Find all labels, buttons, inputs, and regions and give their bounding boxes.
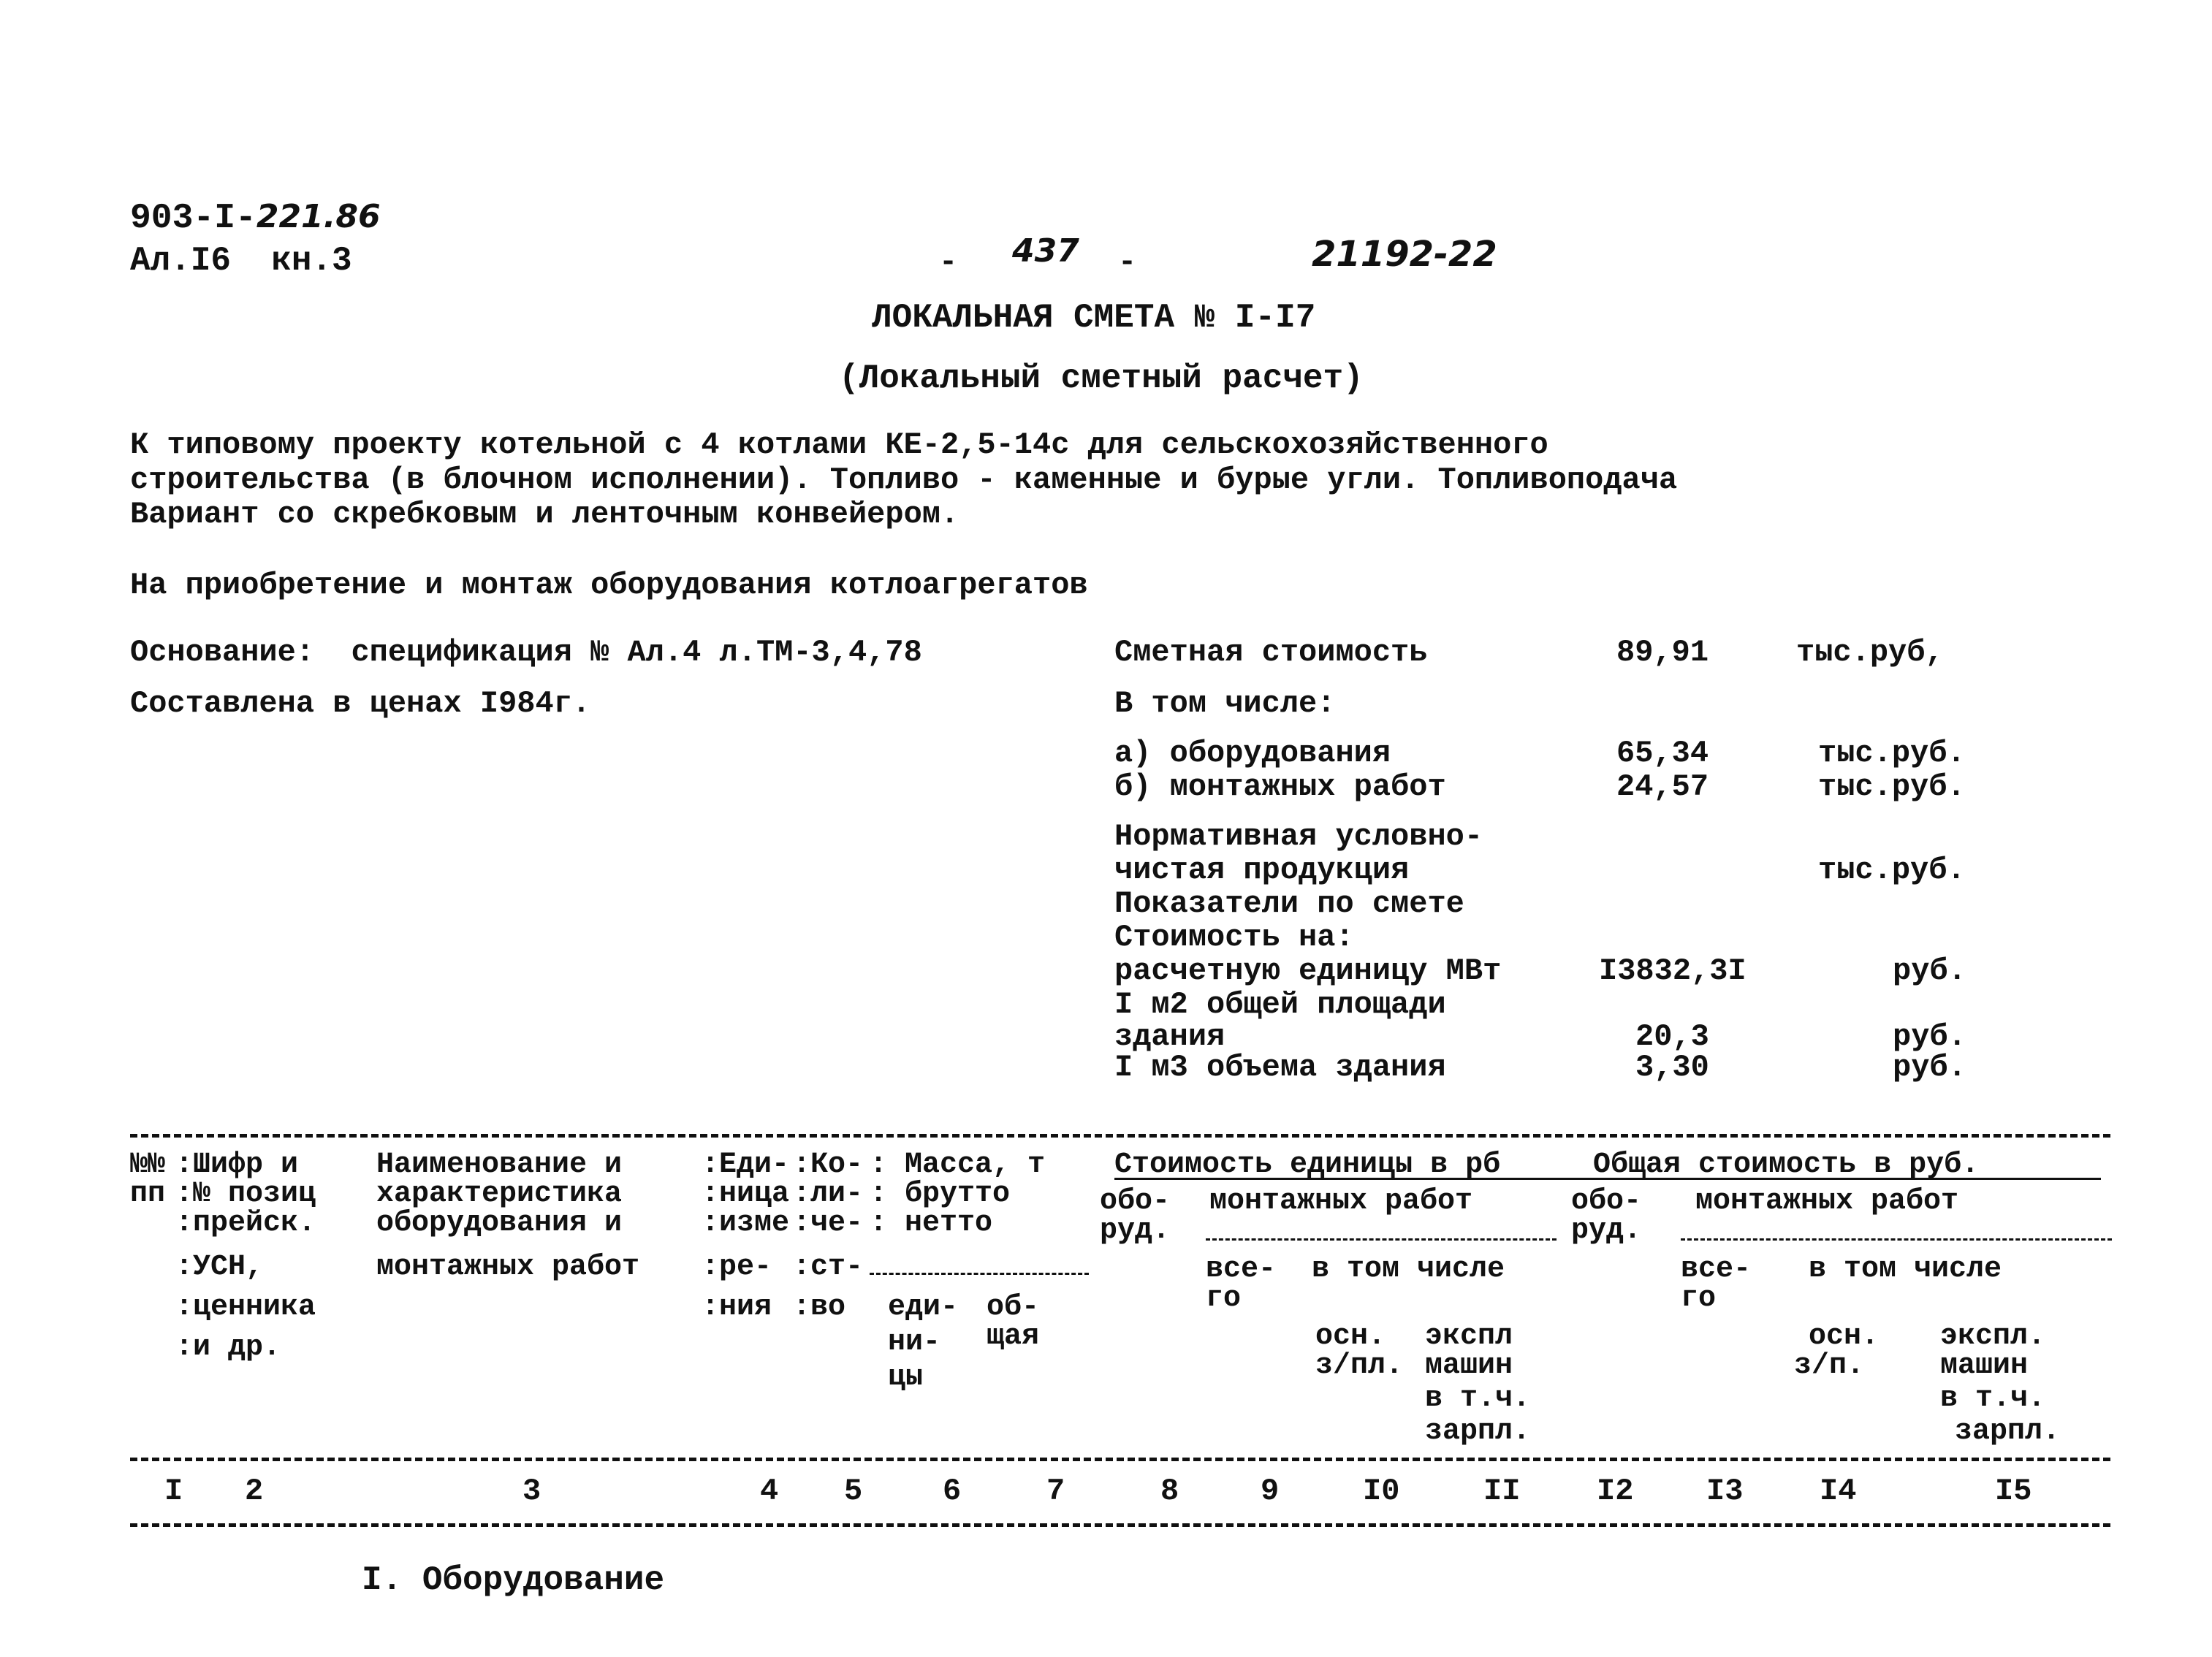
unit-cost-head: Стоимость единицы в рб: [1114, 1149, 1501, 1181]
col-5-line-3: :че-: [793, 1207, 864, 1240]
unit-osn-line-2: з/пл.: [1315, 1349, 1404, 1382]
col-3-line-2: характеристика: [376, 1178, 623, 1211]
per-mw-label: расчетную единицу МВт: [1114, 953, 1502, 989]
installation-cost-label: б) монтажных работ: [1114, 769, 1446, 804]
col-5-line-4: :ст-: [793, 1251, 864, 1284]
doc-code-handwritten: 221.86: [256, 198, 381, 235]
col-2-line-2: :№ позиц: [175, 1178, 316, 1211]
col-3-line-4: монтажных работ: [376, 1251, 640, 1284]
per-m2-unit: руб.: [1893, 1019, 1966, 1054]
unit-expl-line-1: экспл: [1425, 1320, 1513, 1353]
inventory-number: 21192-22: [1312, 234, 1497, 275]
per-mw-value: I3832,3I: [1599, 953, 1747, 989]
section-heading: I. Оборудование: [362, 1561, 665, 1599]
total-all-line-1: все-: [1681, 1253, 1752, 1286]
unit-equip-line-1: обо-: [1100, 1185, 1171, 1218]
description-line-1: К типовому проекту котельной с 4 котлами КЕ-2,5-14с для сельскохозяйственного: [130, 427, 1548, 462]
normative-product-label-2: чистая продукция: [1114, 853, 1410, 888]
col-4-line-2: :ница: [702, 1178, 790, 1211]
per-m2-value: 20,3: [1635, 1019, 1709, 1054]
col-4-line-5: :ния: [702, 1291, 772, 1324]
col-2-line-1: :Шифр и: [175, 1149, 299, 1181]
installation-cost-unit: тыс.руб.: [1818, 769, 1966, 804]
col-3-line-3: оборудования и: [376, 1207, 623, 1240]
total-equip-line-1: обо-: [1571, 1185, 1642, 1218]
cost-head-underline: [1114, 1178, 2101, 1180]
doc-title: ЛОКАЛЬНАЯ СМЕТА № I-I7: [872, 299, 1316, 337]
per-m2-label-2: здания: [1114, 1019, 1225, 1054]
total-osn-line-1: осн.: [1809, 1320, 1880, 1353]
col-6-line-1: еди-: [888, 1291, 959, 1324]
unit-all-line-2: го: [1206, 1282, 1242, 1315]
total-expl-line-1: экспл.: [1940, 1320, 2046, 1353]
unit-expl-line-2: машин: [1425, 1349, 1513, 1382]
total-osn-line-2: з/п.: [1794, 1349, 1865, 1382]
total-expl-line-2: машин: [1940, 1349, 2029, 1382]
col-3-line-1: Наименование и: [376, 1149, 623, 1181]
col-4-line-1: :Еди-: [702, 1149, 790, 1181]
col-number-14: I4: [1820, 1474, 1857, 1509]
col-number-7: 7: [1046, 1474, 1065, 1509]
basis: Основание: спецификация № Ал.4 л.ТМ-3,4,78: [130, 635, 922, 670]
normative-product-unit: тыс.руб.: [1818, 853, 1966, 888]
total-mont-head: монтажных работ: [1695, 1185, 1959, 1218]
equipment-cost-label: а) оборудования: [1114, 736, 1391, 771]
mass-head-line-1: : Масса, т: [870, 1149, 1046, 1181]
col-number-1: I: [164, 1474, 183, 1509]
unit-incl-head: в том числе: [1312, 1253, 1505, 1286]
album-ref: Ал.I6 кн.3: [130, 242, 352, 280]
unit-mont-head: монтажных работ: [1209, 1185, 1473, 1218]
col-number-15: I5: [1995, 1474, 2032, 1509]
col-7-line-2: щая: [987, 1320, 1040, 1353]
page-number: 437: [1012, 232, 1079, 270]
equipment-cost-unit: тыс.руб.: [1818, 736, 1966, 771]
col-number-12: I2: [1597, 1474, 1634, 1509]
col-number-10: I0: [1363, 1474, 1400, 1509]
col-number-2: 2: [245, 1474, 264, 1509]
description-line-3: Вариант со скребковым и ленточным конвейером.: [130, 497, 959, 532]
numbers-bottom-rule: [130, 1523, 2110, 1527]
col-2-line-5: :ценника: [175, 1291, 316, 1324]
description-line-2: строительства (в блочном исполнении). Топливо - каменные и бурые угли. Топливоподача: [130, 462, 1678, 498]
indicators-label: Показатели по смете: [1114, 886, 1464, 921]
total-equip-line-2: руд.: [1571, 1214, 1642, 1247]
unit-expl-line-3: в т.ч.: [1425, 1382, 1531, 1415]
total-cost-unit: тыс.руб,: [1796, 635, 1944, 670]
col-2-line-6: :и др.: [175, 1331, 281, 1364]
col-4-line-3: :изме: [702, 1207, 790, 1240]
col-7-line-1: об-: [987, 1291, 1040, 1324]
unit-all-line-1: все-: [1206, 1253, 1277, 1286]
page-no-suffix: -: [1118, 245, 1137, 280]
price-level: Составлена в ценах I984г.: [130, 686, 591, 721]
numbers-top-rule: [130, 1458, 2110, 1461]
including-label: В том числе:: [1114, 686, 1336, 721]
doc-code: [130, 198, 381, 238]
col-5-line-5: :во: [793, 1291, 846, 1324]
col-number-13: I3: [1706, 1474, 1744, 1509]
doc-code-printed: 903-I-: [130, 199, 256, 238]
per-m3-label: I м3 объема здания: [1114, 1050, 1446, 1085]
col-number-3: 3: [522, 1474, 541, 1509]
total-cost-value: 89,91: [1616, 635, 1709, 670]
col-1-line-1: №№: [130, 1149, 166, 1181]
col-number-11: II: [1483, 1474, 1521, 1509]
page-no-prefix: -: [939, 245, 958, 280]
mass-head-line-3: : нетто: [870, 1207, 993, 1240]
purpose: На приобретение и монтаж оборудования котлоагрегатов: [130, 568, 1088, 603]
per-m2-label-1: I м2 общей площади: [1114, 987, 1446, 1022]
col-number-4: 4: [760, 1474, 779, 1509]
unit-mont-divider: [1206, 1238, 1557, 1241]
per-m3-value: 3,30: [1635, 1050, 1709, 1085]
mass-divider: [870, 1273, 1089, 1275]
col-4-line-4: :ре-: [702, 1251, 772, 1284]
unit-equip-line-2: руд.: [1100, 1214, 1171, 1247]
mass-head-line-2: : брутто: [870, 1178, 1011, 1211]
per-mw-unit: руб.: [1893, 953, 1966, 989]
cost-on-label: Стоимость на:: [1114, 920, 1354, 955]
table-top-rule: [130, 1134, 2110, 1138]
total-cost-label: Сметная стоимость: [1114, 635, 1428, 670]
total-mont-divider: [1681, 1238, 2112, 1241]
doc-subtitle: (Локальный сметный расчет): [839, 359, 1364, 397]
col-2-line-4: :УСН,: [175, 1251, 264, 1284]
col-number-5: 5: [844, 1474, 863, 1509]
col-number-6: 6: [943, 1474, 962, 1509]
unit-osn-line-1: осн.: [1315, 1320, 1386, 1353]
total-incl-head: в том числе: [1809, 1253, 2002, 1286]
col-2-line-3: :прейск.: [175, 1207, 316, 1240]
normative-product-label-1: Нормативная условно-: [1114, 819, 1483, 854]
total-expl-line-3: в т.ч.: [1940, 1382, 2046, 1415]
total-expl-line-4: зарпл.: [1955, 1415, 2061, 1448]
col-6-line-3: цы: [888, 1361, 924, 1394]
equipment-cost-value: 65,34: [1616, 736, 1709, 771]
col-5-line-1: :Ко-: [793, 1149, 864, 1181]
col-5-line-2: :ли-: [793, 1178, 864, 1211]
total-all-line-2: го: [1681, 1282, 1717, 1315]
unit-expl-line-4: зарпл.: [1425, 1415, 1531, 1448]
per-m3-unit: руб.: [1893, 1050, 1966, 1085]
total-cost-head: Общая стоимость в руб.: [1593, 1149, 1980, 1181]
col-number-9: 9: [1261, 1474, 1280, 1509]
col-6-line-2: ни-: [888, 1326, 941, 1359]
installation-cost-value: 24,57: [1616, 769, 1709, 804]
col-1-line-2: пп: [130, 1178, 166, 1211]
col-number-8: 8: [1160, 1474, 1179, 1509]
